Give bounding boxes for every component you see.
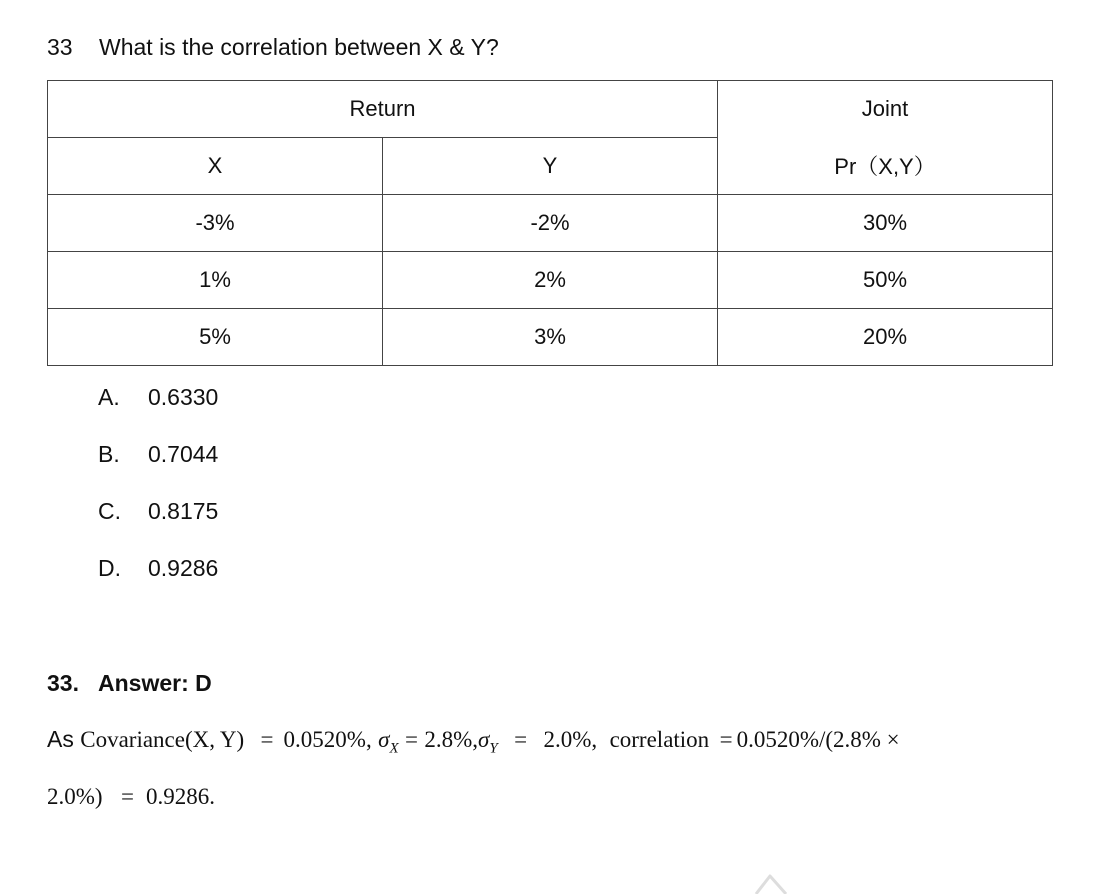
watermark-mark-icon [752,872,792,894]
header-pr: Pr（X,Y） [718,138,1053,195]
cell-pr: 20% [718,309,1053,366]
table-row [48,252,1053,309]
sigma-x-symbol: σ [378,727,390,752]
cell-x: -3% [48,195,383,252]
option-value: 0.7044 [148,441,219,467]
answer-explanation [47,726,1057,809]
cell-y: -2% [383,195,718,252]
sigma-x-subscript: X [389,740,399,757]
answer-heading [47,670,212,697]
cell-x: 1% [48,252,383,309]
covariance-value: 0.0520%, [283,727,372,752]
table-row [48,309,1053,366]
sigma-y-symbol: σ [478,727,490,752]
option-value: 0.6330 [148,384,219,410]
cell-y: 3% [383,309,718,366]
option-letter: B. [98,441,120,467]
equals-sign: = [260,727,274,752]
header-x: X [48,138,383,195]
explanation-lead: As [47,726,74,752]
option-value: 0.9286 [148,555,219,581]
correlation-word: correlation [609,727,710,752]
header-joint: Joint [718,81,1053,138]
question-text [47,34,499,61]
option-b [98,441,218,498]
explanation-line-2 [47,783,215,810]
table-subheader-row [48,138,1053,195]
covariance-expression: Covariance(X, Y) [80,727,245,752]
equals-sign: = [405,727,418,752]
correlation-result: 0.9286. [145,784,215,809]
cell-x: 5% [48,309,383,366]
table-row [48,195,1053,252]
correlation-expression-continued: 2.0%) [47,784,103,809]
returns-table [47,80,1053,366]
equals-sign: = [719,727,733,752]
sigma-y-subscript: Y [489,740,498,757]
option-letter: A. [98,384,120,410]
option-a [98,384,218,441]
option-c [98,498,218,555]
explanation-line-1 [47,726,1057,758]
header-return: Return [48,81,718,138]
correlation-expression: 0.0520%/(2.8% × [736,727,900,752]
option-letter: D. [98,555,121,581]
sigma-y-value: 2.0%, [543,727,598,752]
option-d [98,555,218,612]
equals-sign: = [514,727,528,752]
cell-pr: 50% [718,252,1053,309]
table-header-row [48,81,1053,138]
header-y: Y [383,138,718,195]
cell-y: 2% [383,252,718,309]
equals-sign: = [120,784,134,809]
option-letter: C. [98,498,121,524]
answer-options [98,384,218,612]
sigma-x-value: 2.8%, [424,727,479,752]
question-number: 33 [47,34,73,60]
cell-pr: 30% [718,195,1053,252]
answer-label: Answer: D [98,670,212,696]
answer-number: 33. [47,670,79,696]
question-prompt: What is the correlation between X & Y? [99,34,499,60]
option-value: 0.8175 [148,498,219,524]
